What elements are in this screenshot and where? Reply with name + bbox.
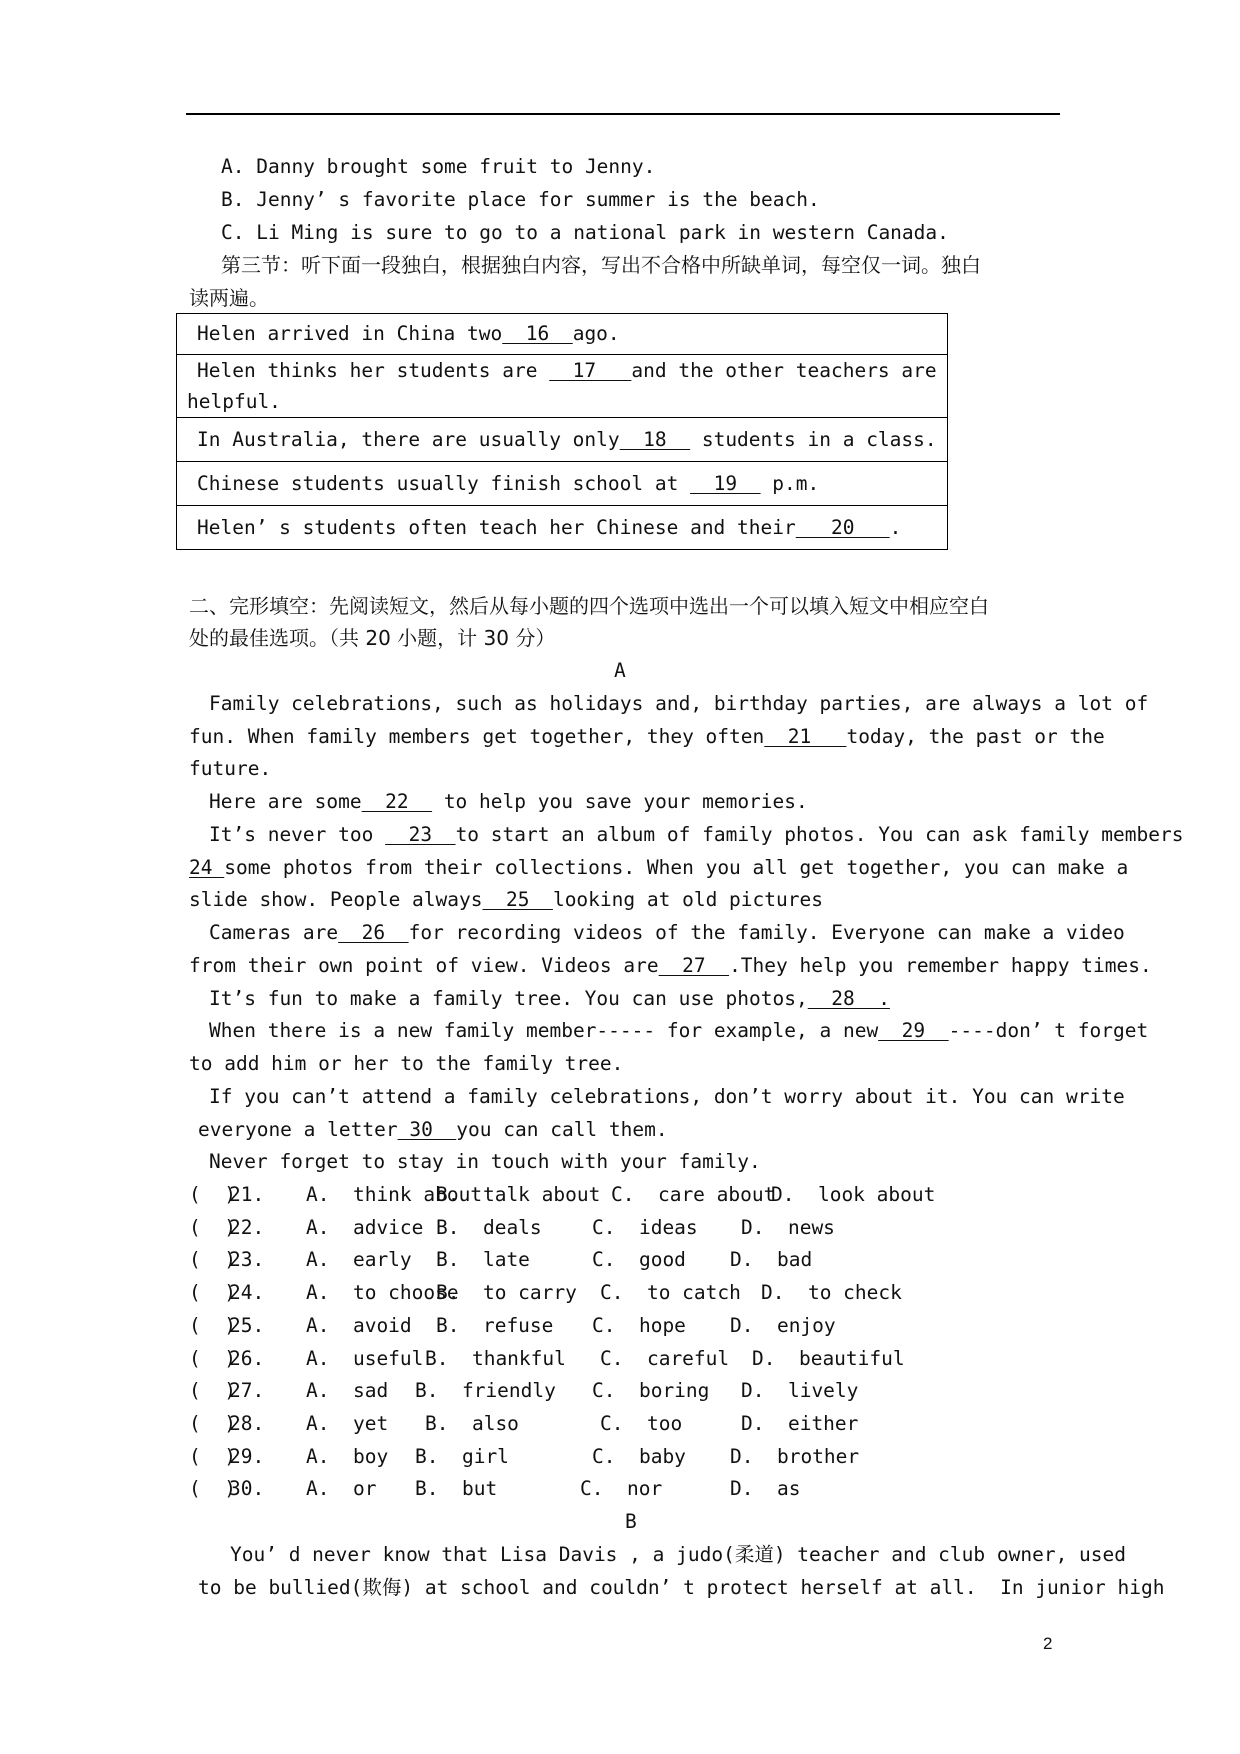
answer-bracket[interactable]: ( ) [189,1313,236,1337]
blank-30: 30 [397,1118,457,1141]
option-a: A. early [306,1248,412,1272]
answer-bracket[interactable]: ( ) [189,1215,236,1239]
option-a: A. think about [306,1183,483,1206]
part2-title-line2: 处的最佳选项。（共 20 小题，计 30 分） [189,626,556,650]
question-number: 26. [229,1346,265,1370]
option-b: B. talk about [436,1183,601,1206]
blank-27: 27 [658,954,730,977]
passage-a-p4-line1: Cameras are 26 for recording videos of the family. Everyone can make a video [209,921,1125,944]
listening-table [176,313,948,550]
option-a: A. or [306,1477,377,1501]
choice-a: A. Danny brought some fruit to Jenny. [221,155,656,178]
option-c: C. boring [592,1379,710,1403]
question-number: 21. [229,1183,265,1206]
answer-bracket[interactable]: ( ) [189,1248,236,1272]
option-a: A. yet [306,1411,389,1435]
question-number: 28. [229,1411,265,1435]
passage-a-p1-line2: fun. When family members get together, they often 21 today, the past or the [189,725,1105,748]
table-row: Chinese students usually finish school at 19 p.m. [177,462,948,506]
passage-a-p4-line2: from their own point of view. Videos are 27 .They help you remember happy times. [189,954,1152,977]
option-b: B. girl [415,1444,509,1468]
blank-19: 19 [690,471,761,495]
answer-bracket[interactable]: ( ) [189,1183,236,1206]
table-row: Helen thinks her students are 17 and the other teachers are helpful. [177,355,948,418]
passage-a-p2: Here are some 22 to help you save your memories. [209,790,808,813]
blank-16: 16 [502,322,573,345]
section3-instructions-line1: 第三节：听下面一段独白，根据独白内容，写出不合格中所缺单词，每空仅一词。独白 [221,253,981,277]
option-a: A. boy [306,1444,389,1468]
option-a: A. sad [306,1379,389,1403]
answer-bracket[interactable]: ( ) [189,1346,236,1370]
option-b: B. deals [436,1215,542,1239]
passage-a-p7-line2: everyone a letter 30 you can call them. [198,1118,668,1141]
passage-a-p8: Never forget to stay in touch with your family. [209,1150,761,1173]
part2-title-line1: 二、完形填空：先阅读短文，然后从每小题的四个选项中选出一个可以填入短文中相应空白 [189,594,989,618]
option-a: A. to choose [306,1281,459,1305]
passage-a-p1-line3: future. [189,757,272,780]
option-d: D. bad [730,1248,813,1272]
option-d: D. beautiful [752,1346,905,1370]
passage-a-p3-line3: slide show. People always 25 looking at old pictures [189,888,823,911]
page-number: 2 [1043,1634,1053,1653]
option-d: D. as [730,1477,801,1501]
question-number: 25. [229,1313,265,1337]
passage-a-p5: It’s fun to make a family tree. You can use photos, 28 . [209,987,890,1010]
blank-21: 21 [764,725,847,748]
option-c: C. baby [592,1444,686,1468]
option-d: D. look about [771,1183,936,1206]
option-c: C. ideas [592,1215,698,1239]
question-number: 22. [229,1215,265,1239]
question-number: 23. [229,1248,265,1272]
answer-bracket[interactable]: ( ) [189,1411,236,1435]
blank-26: 26 [338,921,409,944]
answer-bracket[interactable]: ( ) [189,1444,236,1468]
question-number: 30. [229,1477,265,1501]
option-b: B. friendly [415,1379,556,1403]
blank-25: 25 [482,888,553,911]
answer-bracket[interactable]: ( ) [189,1477,236,1501]
blank-17: 17 [549,359,632,382]
option-c: C. hope [592,1313,686,1337]
passage-a-p3-line2: 24 some photos from their collections. When you all get together, you can make a [189,856,1129,879]
option-b: B. but [415,1477,498,1501]
option-d: D. news [741,1215,835,1239]
option-d: D. brother [730,1444,860,1468]
option-c: C. nor [580,1477,663,1501]
option-c: C. good [592,1248,686,1272]
passage-a-p6-line2: to add him or her to the family tree. [189,1052,624,1075]
question-number: 27. [229,1379,265,1403]
option-c: C. careful [600,1346,730,1370]
answer-bracket[interactable]: ( ) [189,1281,236,1305]
blank-23: 23 [385,823,456,846]
option-b: B. thankful [425,1346,566,1370]
option-d: D. to check [761,1281,902,1305]
option-b: B. refuse [436,1313,554,1337]
choice-b: B. Jenny’ s favorite place for summer is the beach. [221,188,820,211]
option-d: D. lively [741,1379,859,1403]
blank-24: 24 [189,856,225,879]
option-d: D. either [741,1411,859,1435]
question-number: 24. [229,1281,265,1305]
option-b: B. late [436,1248,530,1272]
passage-a-p7-line1: If you can’t attend a family celebrations, don’t worry about it. You can write [209,1085,1125,1108]
passage-b-line1: You’ d never know that Lisa Davis , a judo(柔道) teacher and club owner, used [230,1543,1127,1566]
option-a: A. useful [306,1346,424,1370]
table-row: Helen arrived in China two 16 ago. [177,314,948,355]
option-b: B. also [425,1411,519,1435]
header-rule [186,113,1060,115]
blank-22: 22 [361,790,433,813]
question-number: 29. [229,1444,265,1468]
option-a: A. advice [306,1215,424,1239]
option-b: B. to carry [436,1281,577,1305]
table-row: In Australia, there are usually only 18 students in a class. [177,418,948,462]
passage-a-p1-line1: Family celebrations, such as holidays and, birthday parties, are always a lot of [209,692,1149,715]
option-d: D. enjoy [730,1313,836,1337]
passage-a-label: A [614,659,626,682]
option-c: C. care about [611,1183,776,1206]
section3-instructions-line2: 读两遍。 [189,286,269,310]
answer-bracket[interactable]: ( ) [189,1379,236,1403]
passage-a-p6-line1: When there is a new family member----- for example, a new 29 ----don’ t forget [209,1019,1149,1042]
blank-29: 29 [878,1019,949,1042]
option-a: A. avoid [306,1313,412,1337]
passage-b-line2: to be bullied(欺侮) at school and couldn’ t protect herself at all. In junior high [198,1576,1165,1599]
blank-28: 28 . [807,987,890,1010]
option-c: C. to catch [600,1281,741,1305]
blank-18: 18 [619,427,691,451]
blank-20: 20 [795,515,890,539]
table-row: Helen’ s students often teach her Chinese and their 20 . [177,506,948,550]
passage-b-label: B [625,1510,637,1533]
choice-c: C. Li Ming is sure to go to a national park in western Canada. [221,221,949,244]
option-c: C. too [600,1411,683,1435]
passage-a-p3-line1: It’s never too 23 to start an album of family photos. You can ask family members [209,823,1184,846]
